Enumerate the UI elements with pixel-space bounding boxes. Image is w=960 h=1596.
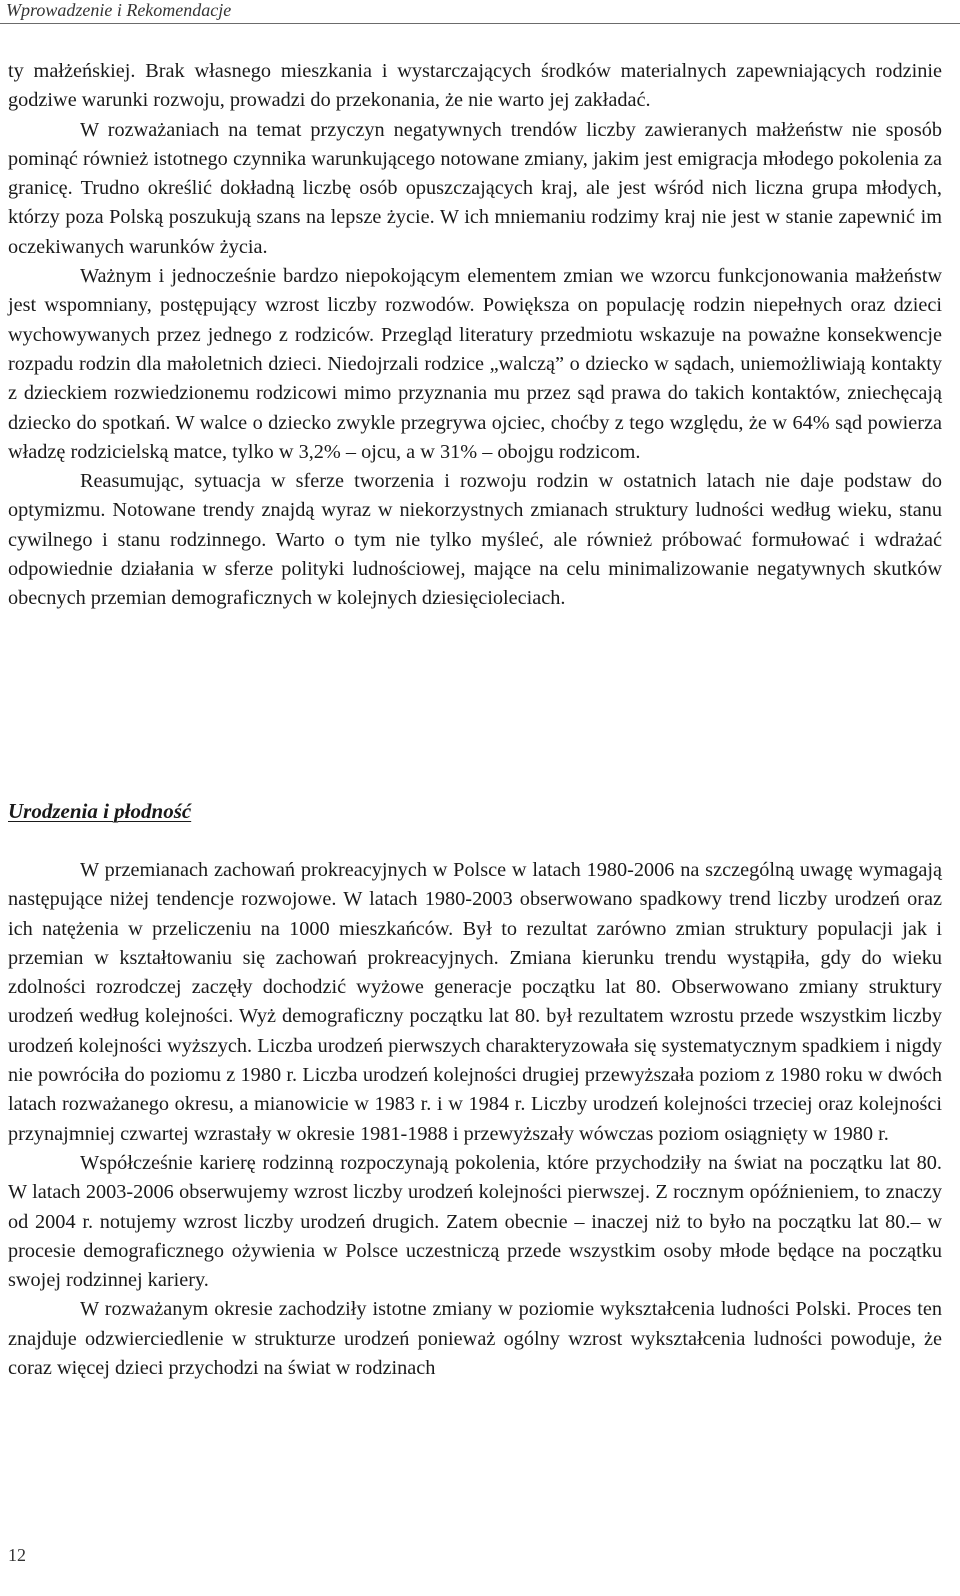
paragraph-education: W rozważanym okresie zachodziły istotne zmiany w poziomie wykształcenia ludności Polski. Proces ten znajduje odzwierciedlenie w strukturze urodzeń ponieważ ogólny wzrost wykształcenia ludności powoduje, że coraz więcej dzieci przychodzi na świat w rodzinach bbox=[8, 1298, 942, 1380]
section-1-body bbox=[8, 57, 942, 614]
paragraph-birth-trends: W przemianach zachowań prokreacyjnych w Polsce w latach 1980-2006 na szczególną uwagę wymagają następujące niżej tendencje rozwojowe. W latach 1980-2003 obserwowano spadkowy trend liczby urodzeń oraz ich natężenia w przeliczeniu na 1000 mieszkańców. Był to rezultat zarówno zmian struktury populacji jak i przemian w kształtowaniu się zachowań prokreacyjnych. Zmiana kierunku trendu wystąpiła, gdy do wieku zdolności rozrodczej zaczęły dochodzić wyżowe generacje początku lat 80. Obserwowano zmiany struktury urodzeń według kolejności. Wyż demograficzny początku lat 80. był rezultatem wzrostu przede wszystkim liczby urodzeń kolejności wyższych. Liczba urodzeń pierwszych charakteryzowała się systematycznym spadkiem i nigdy nie powróciła do poziomu z 1980 r. Liczba urodzeń kolejności drugiej przewyższała poziom z 1980 roku w dwóch latach rozważanego okresu, a mianowicie w 1983 r. i w 1984 r. Liczby urodzeń kolejności trzeciej oraz kolejności przynajmniej czwartej wzrastały w okresie 1981-1988 i przewyższały wówczas poziom osiągnięty w 1980 r. bbox=[8, 859, 942, 1145]
paragraph-emigration: W rozważaniach na temat przyczyn negatywnych trendów liczby zawieranych małżeństw nie sposób pominąć również istotnego czynnika warunkującego notowane zmiany, jakim jest emigracja młodego pokolenia za granicę. Trudno określić dokładną liczbę osób opuszczających kraj, ale jest wśród nich liczna grupa młodych, którzy poza Polską poszukują szans na lepsze życie. W ich mniemaniu rodzimy kraj nie jest w stanie zapewnić im oczekiwanych warunków życia. bbox=[8, 118, 942, 258]
page-number: 12 bbox=[8, 1545, 26, 1565]
section-2-body bbox=[8, 856, 942, 1383]
header-rule bbox=[0, 23, 960, 24]
paragraph-summary: Reasumując, sytuacja w sferze tworzenia i rozwoju rodzin w ostatnich latach nie daje podstaw do optymizmu. Notowane trendy znajdą wyraz w niekorzystnych zmianach struktury ludności według wieku, stanu cywilnego i stanu rodzinnego. Warto o tym nie tylko myśleć, ale również próbować formułować i wdrażać odpowiednie działania w sferze polityki ludnościowej, mające na celu minimalizowanie negatywnych skutków obecnych przemian demograficznych w kolejnych dziesięcioleciach. bbox=[8, 470, 942, 610]
running-header bbox=[0, 0, 960, 24]
section-heading-births: Urodzenia i płodność bbox=[8, 799, 192, 823]
paragraph-continued: ty małżeńskiej. Brak własnego mieszkania i wystarczających środków materialnych zapewniających rodzinie godziwe warunki rozwoju, prowadzi do przekonania, że nie warto jej zakładać. bbox=[8, 60, 942, 112]
paragraph-family-careers: Współcześnie karierę rodzinną rozpoczynają pokolenia, które przychodziły na świat na początku lat 80. W latach 2003-2006 obserwujemy wzrost liczby urodzeń kolejności pierwszej. Z rocznym opóźnieniem, to znaczy od 2004 r. notujemy wzrost liczby urodzeń drugich. Zatem obecnie – inaczej niż to było na początku lat 80.– w procesie demograficznego ożywienia w Polsce uczestniczą przede wszystkim osoby młode będące na początku swojej rodzinnej kariery. bbox=[8, 1151, 942, 1292]
running-header-title: Wprowadzenie i Rekomendacje bbox=[6, 0, 232, 20]
paragraph-divorces: Ważnym i jednocześnie bardzo niepokojącym elementem zmian we wzorcu funkcjonowania małżeństw jest wspomniany, postępujący wzrost liczby rozwodów. Powiększa on populację rodzin niepełnych oraz dzieci wychowywanych przez jednego z rodziców. Przegląd literatury przedmiotu wskazuje na poważne konsekwencje rozpadu rodzin dla małoletnich dzieci. Niedojrzali rodzice „walczą” o dziecko w sądach, uniemożliwiają kontakty z dzieckiem rozwiedzionemu rodzicowi mimo przyznania mu przez sąd prawa do takich kontaktów, zniechęcają dziecko do spotkań. W walce o dziecko zwykle przegrywa ojciec, choćby z tego względu, że w 64% sąd powierza władzę rodzicielską matce, tylko w 3,2% – ojcu, a w 31% – obojgu rodzicom. bbox=[8, 265, 942, 463]
